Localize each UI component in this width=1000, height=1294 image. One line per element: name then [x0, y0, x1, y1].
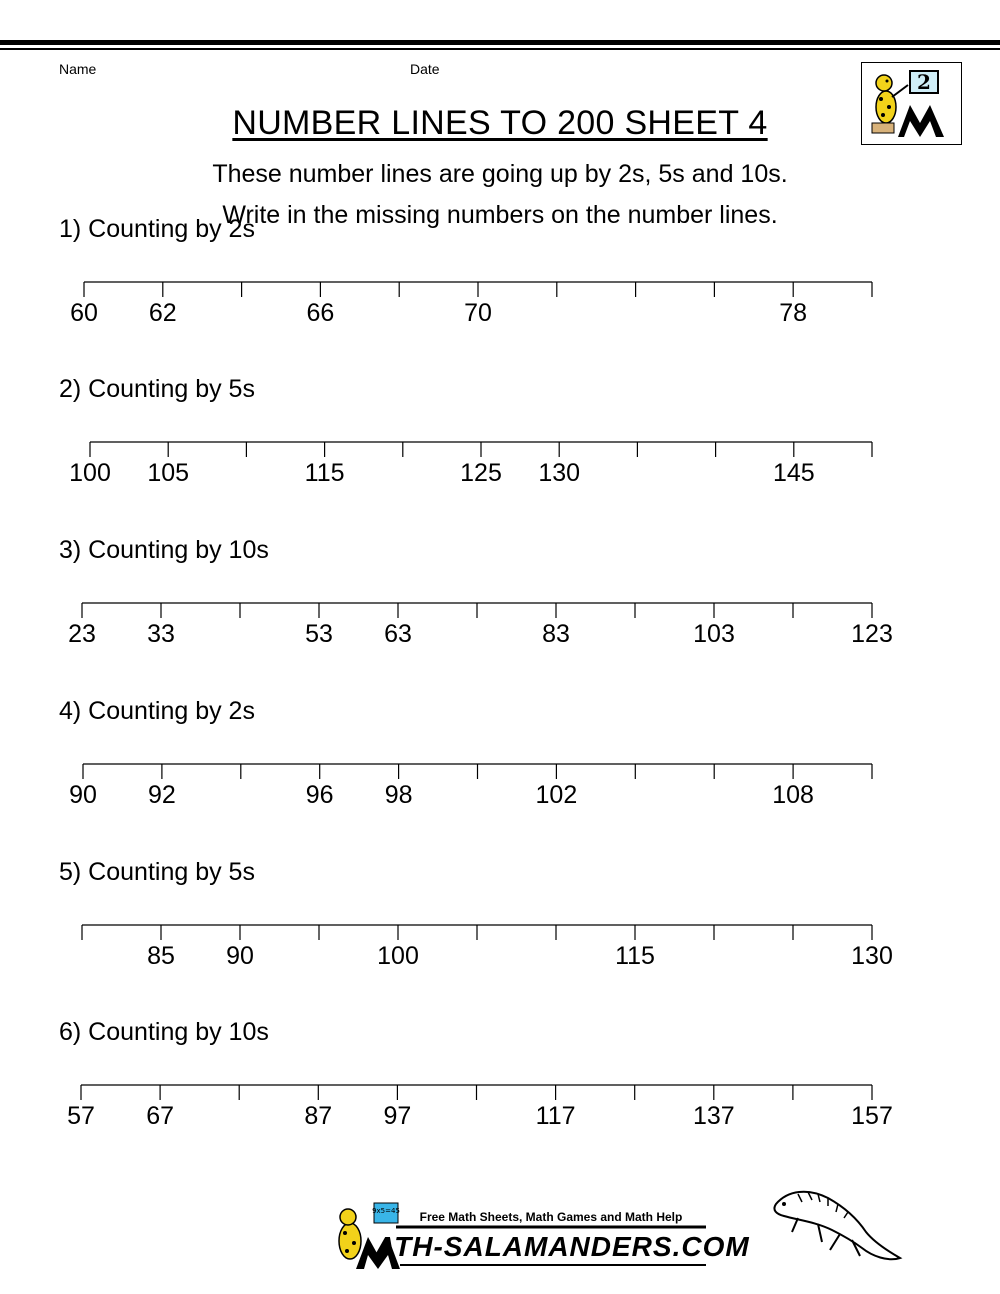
- number-line-label: 78: [779, 299, 808, 327]
- number-line-label: 87: [304, 1102, 333, 1130]
- number-line-label: 125: [460, 459, 502, 487]
- number-line-label: 98: [384, 781, 413, 809]
- number-line-label: 102: [535, 781, 578, 809]
- number-line-label: 117: [535, 1102, 576, 1130]
- number-line-label: 53: [305, 620, 333, 648]
- number-line-label: 115: [615, 942, 655, 970]
- number-line-label: 130: [851, 942, 893, 970]
- number-line-label: 105: [147, 459, 190, 487]
- salamander-icon: [768, 1180, 908, 1270]
- problem-title: 1) Counting by 2s: [59, 215, 255, 243]
- problem-title: 3) Counting by 10s: [59, 536, 269, 564]
- number-line-label: 115: [304, 459, 345, 487]
- problem-title: 6) Counting by 10s: [59, 1018, 269, 1046]
- number-line-label: 97: [383, 1102, 412, 1130]
- number-line-label: 96: [305, 781, 334, 809]
- number-line-label: 90: [226, 942, 254, 970]
- number-line-label: 100: [69, 459, 111, 487]
- footer-site-name: ATH-SALAMANDERS.COM: [375, 1231, 750, 1262]
- badge-number: 2: [917, 70, 931, 94]
- number-line-label: 123: [851, 620, 893, 648]
- number-line-label: 63: [384, 620, 412, 648]
- number-line-label: 85: [147, 942, 175, 970]
- footer-tagline: Free Math Sheets, Math Games and Math Help: [419, 1210, 683, 1224]
- number-line-label: 100: [377, 942, 419, 970]
- number-line-label: 33: [147, 620, 175, 648]
- number-line-label: 62: [148, 299, 177, 327]
- number-line-label: 83: [542, 620, 570, 648]
- number-line-label: 137: [692, 1102, 735, 1130]
- number-line-label: 103: [693, 620, 735, 648]
- number-line-label: 145: [772, 459, 815, 487]
- page-title: NUMBER LINES TO 200 SHEET 4: [232, 104, 768, 142]
- number-line-label: 90: [69, 781, 97, 809]
- instruction-line-1: These number lines are going up by 2s, 5s and 10s.: [212, 160, 788, 188]
- number-line-label: 108: [772, 781, 814, 809]
- number-line-label: 70: [464, 299, 492, 327]
- problem-title: 5) Counting by 5s: [59, 858, 255, 886]
- number-line-label: 67: [146, 1102, 174, 1130]
- number-line-label: 60: [70, 299, 98, 327]
- logo-sign-text: 9x5=45: [372, 1207, 400, 1215]
- number-line-label: 157: [851, 1102, 893, 1130]
- number-line-label: 92: [147, 781, 176, 809]
- instruction-line-2: Write in the missing numbers on the number lines.: [222, 201, 778, 229]
- name-label: Name: [59, 61, 97, 77]
- problem-title: 4) Counting by 2s: [59, 697, 255, 725]
- number-line-label: 130: [538, 459, 581, 487]
- problem-title: 2) Counting by 5s: [59, 375, 255, 403]
- number-line-label: 23: [68, 620, 96, 648]
- date-label: Date: [410, 61, 440, 77]
- number-line-label: 57: [67, 1102, 95, 1130]
- number-line-label: 66: [306, 299, 335, 327]
